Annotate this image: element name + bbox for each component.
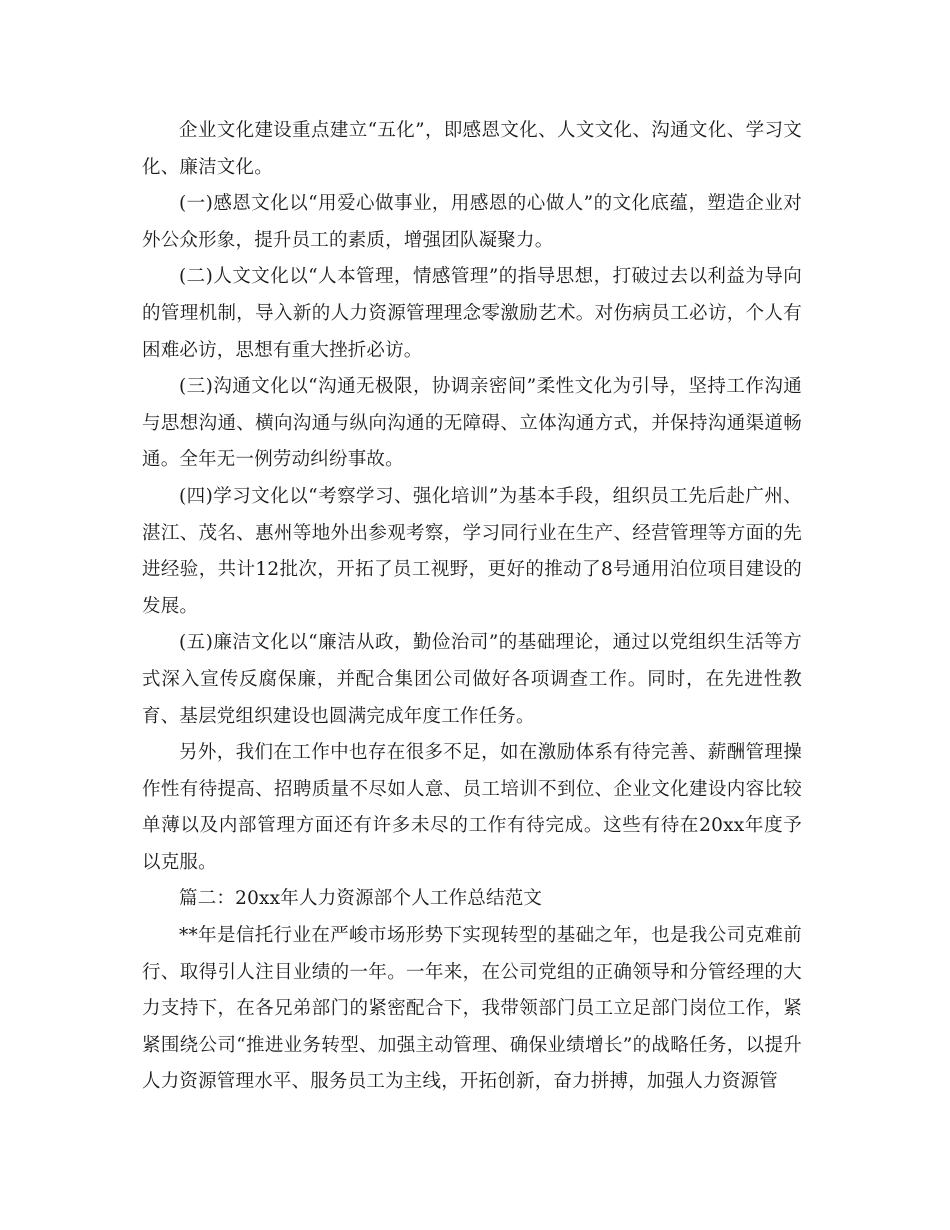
section-heading-part-two: 篇二：20xx年人力资源部个人工作总结范文 [179, 888, 543, 910]
paragraph-communication-culture: (三)沟通文化以“沟通无极限，协调亲密间”柔性文化为引导，坚持工作沟通与思想沟通、横向沟通与纵向沟通的无障碍、立体沟通方式，并保持沟通渠道畅通。全年无一例劳动纠纷事故。 [142, 376, 802, 471]
paragraph-gratitude-culture: (一)感恩文化以“用爱心做事业，用感恩的心做人”的文化底蕴，塑造企业对外公众形象，提升员工的素质，增强团队凝聚力。 [142, 193, 802, 251]
paragraph-integrity-culture: (五)廉洁文化以“廉洁从政，勤俭治司”的基础理论，通过以党组织生活等方式深入宣传反腐保廉，并配合集团公司做好各项调查工作。同时，在先进性教育、基层党组织建设也圆满完成年度工作任务。 [142, 632, 802, 727]
document-body [142, 113, 802, 1101]
paragraph-learning-culture: (四)学习文化以“考察学习、强化培训”为基本手段，组织员工先后赴广州、湛江、茂名、惠州等地外出参观考察，学习同行业在生产、经营管理等方面的先进经验，共计12批次，开拓了员工视野，更好的推动了8号通用泊位项目建设的发展。 [142, 485, 802, 617]
paragraph-five-cultures: 企业文化建设重点建立“五化”，即感恩文化、人文文化、沟通文化、学习文化、廉洁文化。 [142, 120, 802, 178]
paragraph-shortcomings: 另外，我们在工作中也存在很多不足，如在激励体系有待完善、薪酬管理操作性有待提高、招聘质量不尽如人意、员工培训不到位、企业文化建设内容比较单薄以及内部管理方面还有许多未尽的工作有待完成。这些有待在20xx年度予以克服。 [142, 742, 802, 873]
paragraph-humanistic-culture: (二)人文文化以“人本管理，情感管理”的指导思想，打破过去以利益为导向的管理机制，导入新的人力资源管理理念零激励艺术。对伤病员工必访，个人有困难必访，思想有重大挫折必访。 [142, 266, 802, 361]
paragraph-annual-summary: **年是信托行业在严峻市场形势下实现转型的基础之年，也是我公司克难前行、取得引人注目业绩的一年。一年来，在公司党组的正确领导和分管经理的大力支持下，在各兄弟部门的紧密配合下，我带领部门员工立足部门岗位工作，紧紧围绕公司“推进业务转型、加强主动管理、确保业绩增长”的战略任务，以提升人力资源管理水平、服务员工为主线，开拓创新，奋力拼搏，加强人力资源管 [142, 925, 802, 1093]
